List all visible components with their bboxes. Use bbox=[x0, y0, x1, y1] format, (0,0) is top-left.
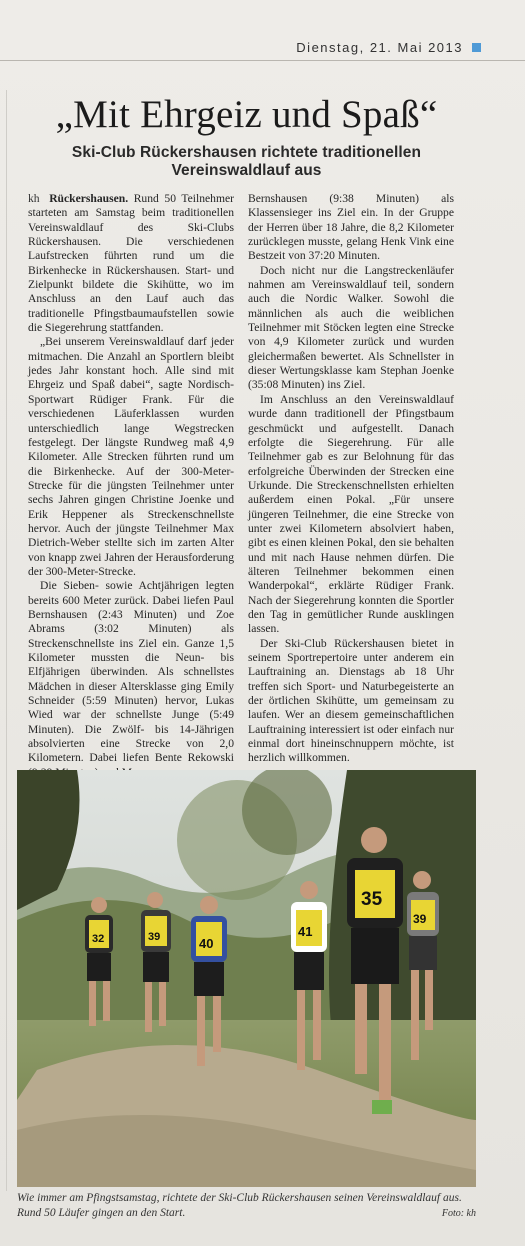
paragraph: Bernshausen (9:38 Minuten) als Klassensieger ins Ziel ein. In der Gruppe der Herren über 18 Jahre, die 8,2 Kilometer zurücklegen musste, gelang Henk Vink eine Bestzeit von 37:20 Minuten. bbox=[248, 192, 454, 263]
bib-number: 32 bbox=[92, 933, 105, 945]
bib-number: 41 bbox=[298, 924, 313, 939]
issue-date: Dienstag, 21. Mai 2013 bbox=[296, 40, 463, 55]
header-rule bbox=[0, 60, 525, 61]
paragraph bbox=[28, 192, 234, 335]
bib-number: 35 bbox=[361, 889, 383, 910]
photo-illustration bbox=[17, 770, 476, 1187]
photo-credit: Foto: kh bbox=[441, 1208, 476, 1219]
bib-number: 40 bbox=[199, 936, 214, 951]
headline: „Mit Ehrgeiz und Spaß“ bbox=[55, 93, 438, 136]
paragraph: Doch nicht nur die Langstreckenläufer nahmen am Vereinswaldlauf teil, sondern auch die Nordic Walker. Sowohl die männlichen als auch die weiblichen Teilnehmer mit Stöcken legten eine Strecke von 4,9 Kilometer zurück und wurden gleichermaßen bewertet. Als Schnellster in dieser Wertungsklasse kam Stephan Joenke (35:08 Minuten) ins Ziel. bbox=[248, 263, 454, 392]
paragraph: Im Anschluss an den Vereinswaldlauf wurde dann traditionell der Pfingstbaum geschmückt und aufgestellt. Danach erfolgte die Siegerehrung. Für alle Teilnehmer gab es zur Belohnung für das erfolgreiche Überwinden der Strecken eine Urkunde. Die Streckenschnellsten erhielten außerdem einen Pokal. „Für unsere jüngeren Teilnehmer, die eine Strecke von unter zwei Kilometern absolviert haben, gibt es einen kleinen Pokal, den sie behalten und mit nach Hause nehmen dürfen. Die älteren Teilnehmer bekommen einen Wanderpokal“, erklärte Rüdiger Frank. Nach der Siegerehrung konnten die Sportler den Tag in gemütlicher Runde ausklingen lassen. bbox=[248, 392, 454, 636]
race-photo bbox=[17, 770, 476, 1187]
paragraph-text: Rund 50 Teilnehmer starteten am Samstag beim traditionellen Vereinswaldlauf des Ski-Clubs Rückershausen. Die verschiedenen Laufstrecken führten rund um die Birkenhecke in Rückershausen. Start- und Zielpunkt bildete die Skihütte, wo im Anschluss an den Lauf auch das traditionelle Pfingstbaumaufstellen sowie die Siegerehrung stattfanden. bbox=[28, 192, 234, 335]
paragraph: Der Ski-Club Rückershausen bietet in seinem Sportrepertoire unter anderem ein Lauftraining an. Dienstags ab 18 Uhr treffen sich Sport- und Naturbegeisterte an der örtlichen Skihütte, um gemeinsam zu laufen. Wer an diesem gemeinschaftlichen Lauftraining interessiert ist oder einfach nur einmal dort hineinschnuppern möchte, ist herzlich willkommen. bbox=[248, 636, 454, 765]
article-body bbox=[14, 192, 479, 780]
column-right bbox=[248, 192, 454, 780]
bib-number: 39 bbox=[148, 931, 161, 943]
article bbox=[14, 92, 479, 780]
column-rule bbox=[6, 90, 7, 1191]
column-left bbox=[28, 192, 234, 780]
subheadline: Ski-Club Rückershausen richtete traditionellen Vereinswaldlauf aus bbox=[71, 144, 422, 179]
photo-caption bbox=[17, 1191, 476, 1221]
paragraph: „Bei unserem Vereinswaldlauf darf jeder mitmachen. Die Anzahl an Sportlern bleibt jedes Jahr konstant hoch. Alle sind mit Ehrgeiz und Spaß dabei“, sagte Nordisch-Sportwart Rüdiger Frank. Für die verschiedenen Läuferklassen wurden unterschiedlich lange Wegstrecken festgelegt. Der längste Rundweg maß 4,9 Kilometer. Alle Strecken führten rund um die Birkenhecke. Auf der 300-Meter-Strecke für die jüngsten Teilnehmer unter sechs Jahren gingen Christine Joenke und Erik Heppener als Streckenschnellste hervor. Auch der jüngste Teilnehmer Max Dietrich-Weber stellte sich im zarten Alter von knapp zwei Jahren der Herausforderung der 300-Meter-Strecke. bbox=[28, 335, 234, 578]
author-tag: kh bbox=[28, 192, 40, 205]
caption-text: Wie immer am Pfingstsamstag, richtete der Ski-Club Rückershausen seinen Vereinswaldlauf aus. Rund 50 Läufer gingen an den Start. bbox=[17, 1192, 462, 1219]
section-marker bbox=[472, 43, 481, 52]
paragraph: Die Sieben- sowie Achtjährigen legten bereits 600 Meter zurück. Dabei liefen Paul Bernshausen (2:43 Minuten) und Zoe Abrams (3:02 Minuten) als Streckenschnellste ins Ziel ein. Ganze 1,5 Kilometer mussten die Neun- bis Elfjährigen überwinden. Als schnellstes Mädchen in dieser Altersklasse ging Emily Schneider (5:59 Minuten) hervor, Lukas Wied war der schnellste Junge (5:49 Minuten). Die Zwölf- bis 14-Jährigen absolvierten eine Strecke von 2,0 Kilometern. Dabei liefen Bente Rekowski bbox=[28, 579, 234, 765]
dateline-location: Rückershausen. bbox=[49, 192, 129, 205]
bib-number: 39 bbox=[413, 912, 427, 926]
